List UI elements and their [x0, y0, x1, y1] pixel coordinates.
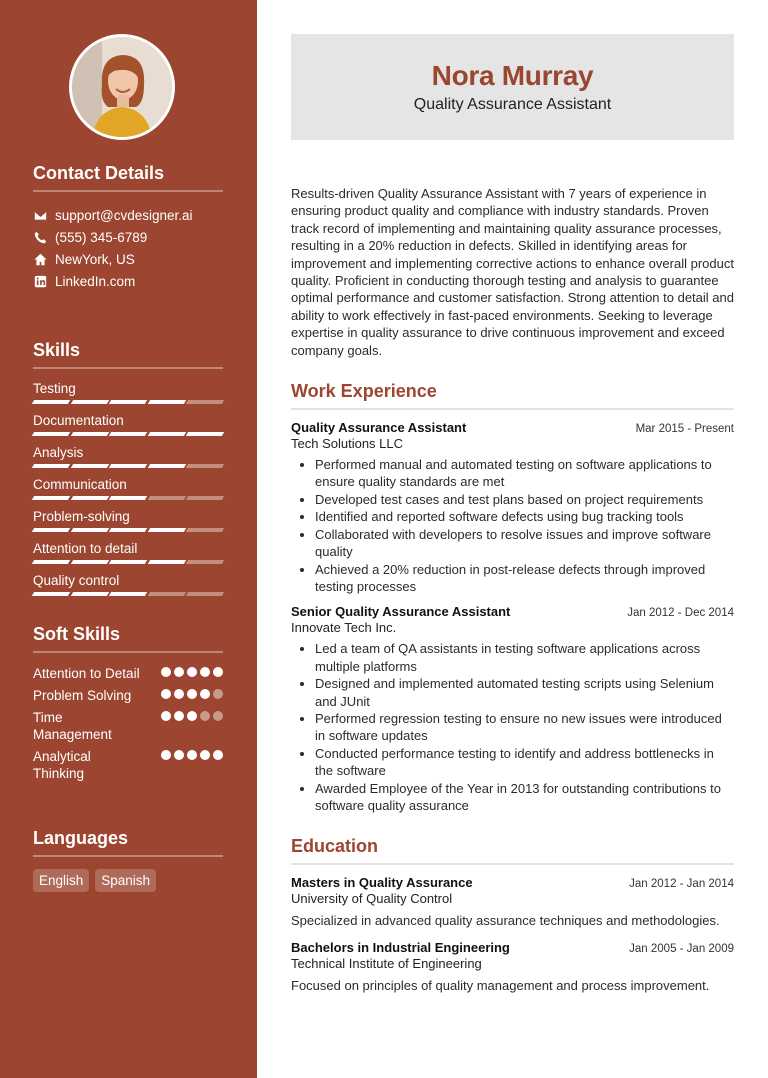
skills-title: Skills [33, 340, 223, 369]
rating-dot [174, 667, 184, 677]
skill-level-segment [186, 496, 224, 500]
job-bullet: • Awarded Employee of the Year in 2013 for outstanding contributions to software quality assurance [315, 780, 734, 815]
job-header [291, 604, 734, 619]
education-header [291, 940, 734, 955]
soft-skills-section [33, 624, 223, 787]
skill-level-segment [148, 464, 186, 468]
rating-dot [200, 750, 210, 760]
skill-level-segment [32, 432, 70, 436]
education-entry [291, 940, 734, 994]
contact-location [33, 248, 223, 270]
rating-dot [213, 711, 223, 721]
soft-skill-name: Problem Solving [33, 688, 132, 703]
skills-section [33, 340, 223, 605]
skill-level-segment [186, 560, 224, 564]
job-title: Senior Quality Assurance Assistant [291, 604, 511, 620]
skill-level-bar [33, 528, 223, 532]
skill-level-segment [70, 592, 108, 596]
contact-phone[interactable] [33, 226, 223, 248]
skill-level-segment [148, 528, 186, 532]
skill-item [33, 541, 223, 573]
skills-list [33, 381, 223, 605]
rating-dot [174, 750, 184, 760]
jobs-list [291, 420, 734, 814]
home-icon [33, 252, 47, 266]
skill-level-segment [32, 400, 70, 404]
soft-skills-title: Soft Skills [33, 624, 223, 653]
contact-title: Contact Details [33, 163, 223, 192]
rating-dot [187, 750, 197, 760]
rating-dot [187, 711, 197, 721]
language-chip: English [33, 869, 89, 892]
job-bullet: • Designed and implemented automated testing scripts using Selenium and JUnit [315, 675, 734, 710]
candidate-role: Quality Assurance Assistant [413, 96, 612, 113]
skill-level-bar [33, 592, 223, 596]
job-bullet: • Developed test cases and test plans based on project requirements [315, 491, 734, 508]
linkedin-icon [33, 274, 47, 288]
skill-level-segment [186, 592, 224, 596]
skill-level-segment [148, 400, 186, 404]
skill-level-segment [109, 592, 147, 596]
envelope-icon [33, 208, 47, 222]
skill-level-bar [33, 496, 223, 500]
soft-skill-dots [161, 748, 223, 782]
skill-level-segment [32, 464, 70, 468]
job-bullet: • Conducted performance testing to identify and address bottlenecks in the software [315, 745, 734, 780]
skill-item [33, 413, 223, 445]
job-bullet: • Led a team of QA assistants in testing software applications across multiple platforms [315, 640, 734, 675]
soft-skill-item [33, 709, 223, 743]
skill-level-bar [33, 560, 223, 564]
education-list [291, 875, 734, 994]
education-entry [291, 875, 734, 929]
education-section [291, 836, 734, 994]
skill-level-segment [32, 592, 70, 596]
job-company: Innovate Tech Inc. [291, 620, 397, 636]
sidebar [0, 0, 257, 1078]
job-date: Mar 2015 - Present [635, 423, 734, 436]
languages-list [33, 869, 223, 892]
contact-linkedin-text: LinkedIn.com [55, 273, 136, 289]
skill-item [33, 477, 223, 509]
skill-level-segment [186, 464, 224, 468]
job-bullet: • Identified and reported software defects using bug tracking tools [315, 508, 734, 525]
skill-name: Analysis [33, 445, 84, 460]
skill-level-segment [70, 496, 108, 500]
rating-dot [161, 689, 171, 699]
profile-photo-icon [72, 37, 172, 137]
soft-skill-dots [161, 709, 223, 743]
skill-level-segment [186, 528, 224, 532]
education-description: Focused on principles of quality management and process improvement. [291, 977, 710, 993]
rating-dot [213, 750, 223, 760]
skill-item [33, 573, 223, 605]
rating-dot [187, 689, 197, 699]
skill-level-segment [148, 432, 186, 436]
avatar [69, 34, 175, 140]
rating-dot [200, 689, 210, 699]
skill-item [33, 509, 223, 541]
skill-name: Attention to detail [33, 541, 138, 556]
education-school: Technical Institute of Engineering [291, 955, 482, 971]
job-bullets [291, 456, 734, 595]
job-entry [291, 604, 734, 814]
job-entry [291, 420, 734, 595]
contact-section [33, 163, 223, 292]
skill-level-segment [186, 400, 224, 404]
skill-level-segment [109, 560, 147, 564]
work-section [291, 381, 734, 814]
rating-dot [187, 667, 197, 677]
skill-level-segment [70, 528, 108, 532]
work-title: Work Experience [291, 381, 734, 410]
soft-skill-item [33, 687, 223, 704]
skill-name: Quality control [33, 573, 120, 588]
rating-dot [200, 711, 210, 721]
soft-skill-name: Time Management [33, 710, 112, 742]
skill-level-segment [32, 496, 70, 500]
candidate-name: Nora Murray [431, 60, 594, 91]
skill-level-segment [109, 528, 147, 532]
languages-title: Languages [33, 828, 223, 857]
job-date: Jan 2012 - Dec 2014 [627, 607, 734, 620]
skill-level-segment [70, 560, 108, 564]
rating-dot [161, 667, 171, 677]
education-description: Specialized in advanced quality assurance techniques and methodologies. [291, 913, 720, 929]
contact-phone-text: (555) 345-6789 [55, 229, 148, 245]
phone-icon [33, 230, 47, 244]
education-degree: Bachelors in Industrial Engineering [291, 939, 510, 955]
skill-level-segment [109, 432, 147, 436]
job-bullet: • Performed manual and automated testing on software applications to ensure quality standards are met [315, 456, 734, 491]
header-box [291, 34, 734, 140]
job-header [291, 420, 734, 435]
soft-skill-dots [161, 687, 223, 704]
job-title: Quality Assurance Assistant [291, 420, 467, 436]
contact-email-text: support@cvdesigner.ai [55, 207, 193, 223]
skill-level-segment [70, 400, 108, 404]
skill-level-segment [109, 400, 147, 404]
education-date: Jan 2005 - Jan 2009 [629, 942, 734, 955]
contact-email[interactable] [33, 204, 223, 226]
skill-level-segment [70, 432, 108, 436]
skill-name: Testing [33, 381, 76, 396]
job-bullets [291, 640, 734, 814]
skill-level-segment [148, 560, 186, 564]
job-company: Tech Solutions LLC [291, 436, 404, 452]
job-bullet: • Achieved a 20% reduction in post-release defects through improved testing processes [315, 561, 734, 596]
rating-dot [200, 667, 210, 677]
rating-dot [174, 711, 184, 721]
skill-level-bar [33, 400, 223, 404]
rating-dot [174, 689, 184, 699]
skill-level-segment [32, 528, 70, 532]
soft-skill-item [33, 665, 223, 682]
skill-name: Documentation [33, 413, 124, 428]
skill-level-segment [148, 592, 186, 596]
main-content [291, 34, 734, 994]
soft-skills-list [33, 665, 223, 782]
skill-level-segment [148, 496, 186, 500]
rating-dot [213, 667, 223, 677]
language-chip: Spanish [95, 869, 156, 892]
rating-dot [213, 689, 223, 699]
job-bullet: • Collaborated with developers to resolve issues and improve software quality [315, 526, 734, 561]
education-school: University of Quality Control [291, 891, 453, 907]
summary-text: Results-driven Quality Assurance Assistant with 7 years of experience in ensuring product quality and compliance with industry standards. Proven track record of implementing and maintaining quality assurance processes, resulting in a 20% reduction in defects. Skilled in identifying areas for improvement and implementing corrective actions to enhance overall product quality. Proficient in conducting thorough testing and analysis to guarantee optimal performance and customer satisfaction. Strong attention to detail and ability to work effectively in fast-paced environments. Seeking to leverage expertise in quality assurance to drive continuous improvement and exceed company goals. [291, 186, 734, 358]
skill-level-bar [33, 464, 223, 468]
education-title: Education [291, 836, 734, 865]
education-date: Jan 2012 - Jan 2014 [629, 878, 734, 891]
skill-level-segment [70, 464, 108, 468]
skill-level-segment [32, 560, 70, 564]
rating-dot [161, 750, 171, 760]
contact-location-text: NewYork, US [55, 251, 135, 267]
skill-level-segment [109, 496, 147, 500]
languages-section [33, 828, 223, 892]
skill-name: Problem-solving [33, 509, 130, 524]
soft-skill-name: Attention to Detail [33, 666, 140, 681]
rating-dot [161, 711, 171, 721]
education-header [291, 875, 734, 890]
job-bullet: • Performed regression testing to ensure no new issues were introduced in software updates [315, 710, 734, 745]
skill-name: Communication [33, 477, 127, 492]
soft-skill-item [33, 748, 223, 782]
skill-item [33, 445, 223, 477]
education-degree: Masters in Quality Assurance [291, 875, 473, 891]
soft-skill-name: Analytical Thinking [33, 749, 91, 781]
skill-level-bar [33, 432, 223, 436]
skill-item [33, 381, 223, 413]
skill-level-segment [109, 464, 147, 468]
contact-linkedin[interactable] [33, 270, 223, 292]
soft-skill-dots [161, 665, 223, 682]
skill-level-segment [186, 432, 224, 436]
